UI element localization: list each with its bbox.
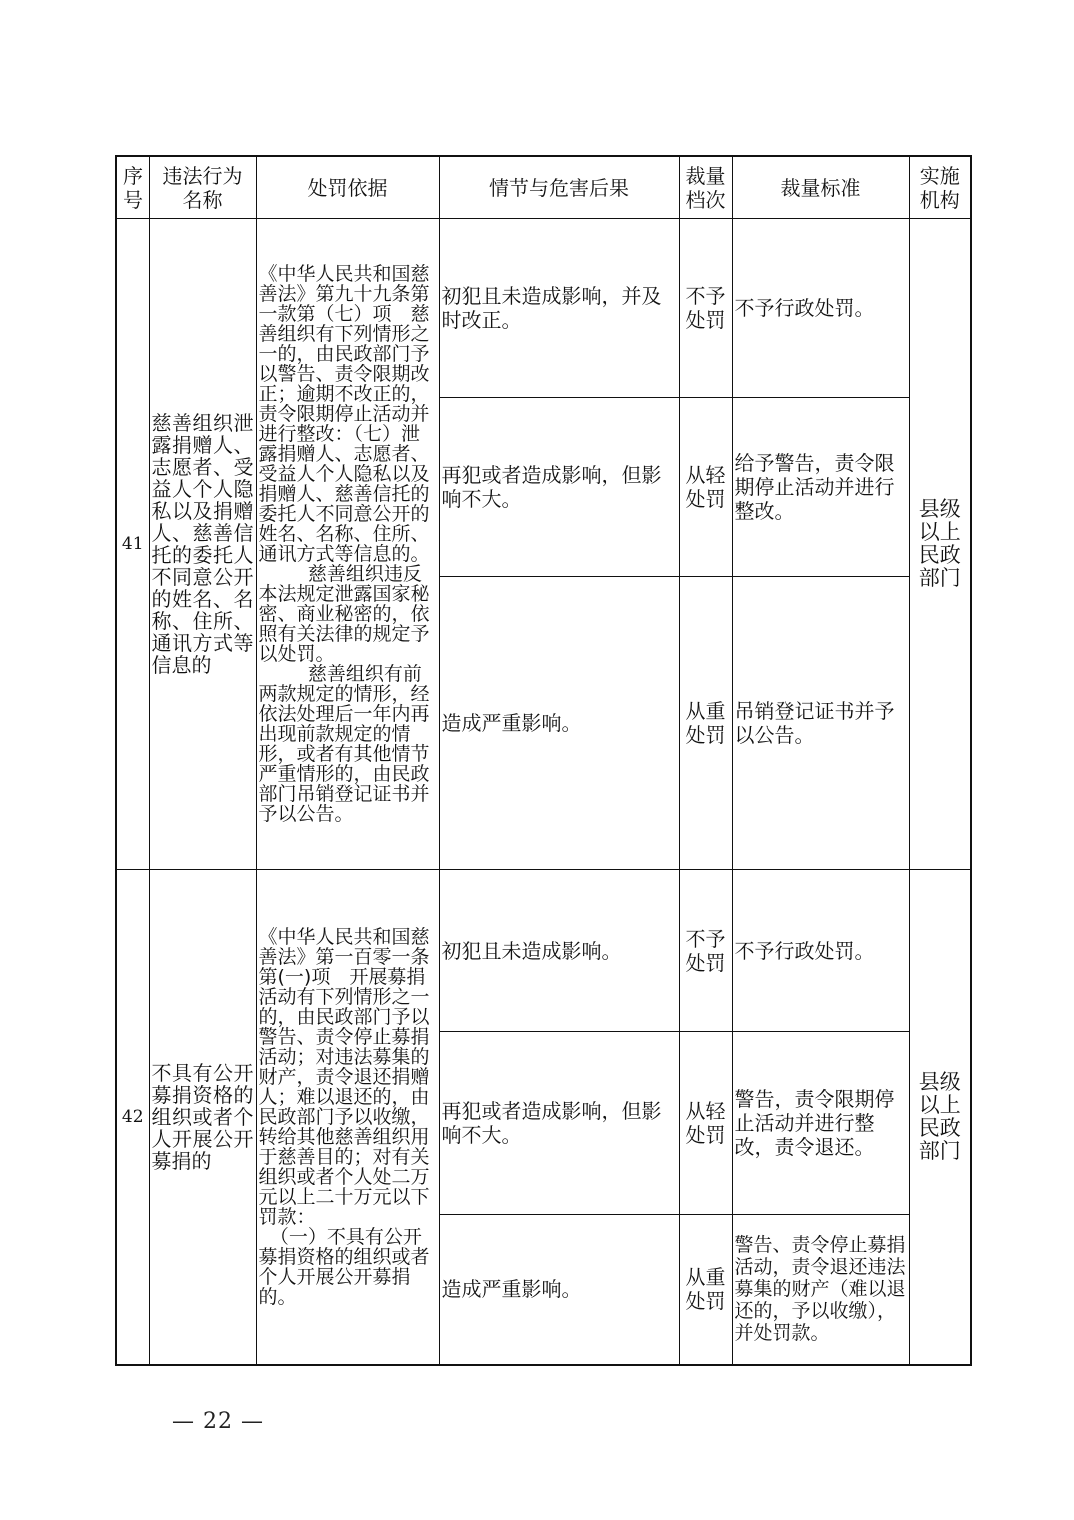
penalty-discretion-table	[115, 155, 972, 1366]
violation-name: 不具有公开募捐资格的组织或者个人开展公开募捐的	[149, 870, 256, 1365]
header-row	[116, 156, 971, 219]
table-row	[116, 219, 971, 398]
implementing-agency: 县级以上民政部门	[909, 219, 971, 870]
discretion-standard: 不予行政处罚。	[732, 870, 909, 1032]
discretion-standard: 警告，责令限期停止活动并进行整改，责令退还。	[732, 1032, 909, 1215]
header-basis: 处罚依据	[256, 156, 439, 219]
discretion-standard: 警告、责令停止募捐活动，责令退还违法募集的财产（难以退还的，予以收缴），并处罚款。	[732, 1215, 909, 1365]
basis-paragraph: 《中华人民共和国慈善法》第九十九条第一款第（七）项 慈善组织有下列情形之一的，由民政部门予以警告、责令限期改正；逾期不改正的，责令限期停止活动并进行整改：（七）泄露捐赠人、志愿者、受益人个人隐私以及捐赠人、慈善信托的委托人不同意公开的姓名、名称、住所、通讯方式等信息的。	[258, 263, 430, 565]
circumstance-cell: 再犯或者造成影响，但影响不大。	[439, 1032, 679, 1215]
header-standard: 裁量标准	[732, 156, 909, 219]
header-agency: 实施机构	[909, 156, 971, 219]
circumstance-cell: 造成严重影响。	[439, 1215, 679, 1365]
discretion-level: 不予处罚	[679, 870, 732, 1032]
header-facts: 情节与危害后果	[439, 156, 679, 219]
circumstance-cell: 造成严重影响。	[439, 577, 679, 870]
circumstance-cell: 初犯且未造成影响，并及时改正。	[439, 219, 679, 398]
discretion-level: 不予处罚	[679, 219, 732, 398]
discretion-standard: 吊销登记证书并予以公告。	[732, 577, 909, 870]
header-name: 违法行为名称	[149, 156, 256, 219]
table-row	[116, 870, 971, 1032]
basis-paragraph: （一）不具有公开募捐资格的组织或者个人开展公开募捐的。	[258, 1225, 430, 1308]
basis-paragraph: 《中华人民共和国慈善法》第一百零一条第(一)项 开展募捐活动有下列情形之一的，由民政部门予以警告、责令停止募捐活动；对违法募集的财产，责令退还捐赠人；难以退还的，由民政部门予以收缴，转给其他慈善组织用于慈善目的；对有关组织或者个人处二万元以上二十万元以下罚款：	[258, 925, 430, 1228]
header-no: 序号	[116, 156, 149, 219]
page-number: — 22 —	[172, 1409, 264, 1434]
item-number: 41	[116, 219, 149, 870]
discretion-level: 从重处罚	[679, 577, 732, 870]
discretion-level: 从重处罚	[679, 1215, 732, 1365]
header-level: 裁量档次	[679, 156, 732, 219]
item-number: 42	[116, 870, 149, 1365]
violation-name: 慈善组织泄露捐赠人、志愿者、受益人个人隐私以及捐赠人、慈善信托的委托人不同意公开的姓名、名称、住所、通讯方式等信息的	[149, 219, 256, 870]
circumstance-cell: 再犯或者造成影响，但影响不大。	[439, 398, 679, 577]
discretion-level: 从轻处罚	[679, 1032, 732, 1215]
discretion-standard: 不予行政处罚。	[732, 219, 909, 398]
basis-paragraph: 慈善组织违反本法规定泄露国家秘密、商业秘密的，依照有关法律的规定予以处罚。	[258, 563, 430, 665]
discretion-level: 从轻处罚	[679, 398, 732, 577]
circumstance-cell: 初犯且未造成影响。	[439, 870, 679, 1032]
discretion-standard: 给予警告，责令限期停止活动并进行整改。	[732, 398, 909, 577]
basis-paragraph: 慈善组织有前两款规定的情形，经依法处理后一年内再出现前款规定的情形，或者有其他情节严重情形的，由民政部门吊销登记证书并予以公告。	[258, 663, 430, 825]
penalty-basis	[256, 219, 439, 870]
penalty-basis	[256, 870, 439, 1365]
implementing-agency: 县级以上民政部门	[909, 870, 971, 1365]
